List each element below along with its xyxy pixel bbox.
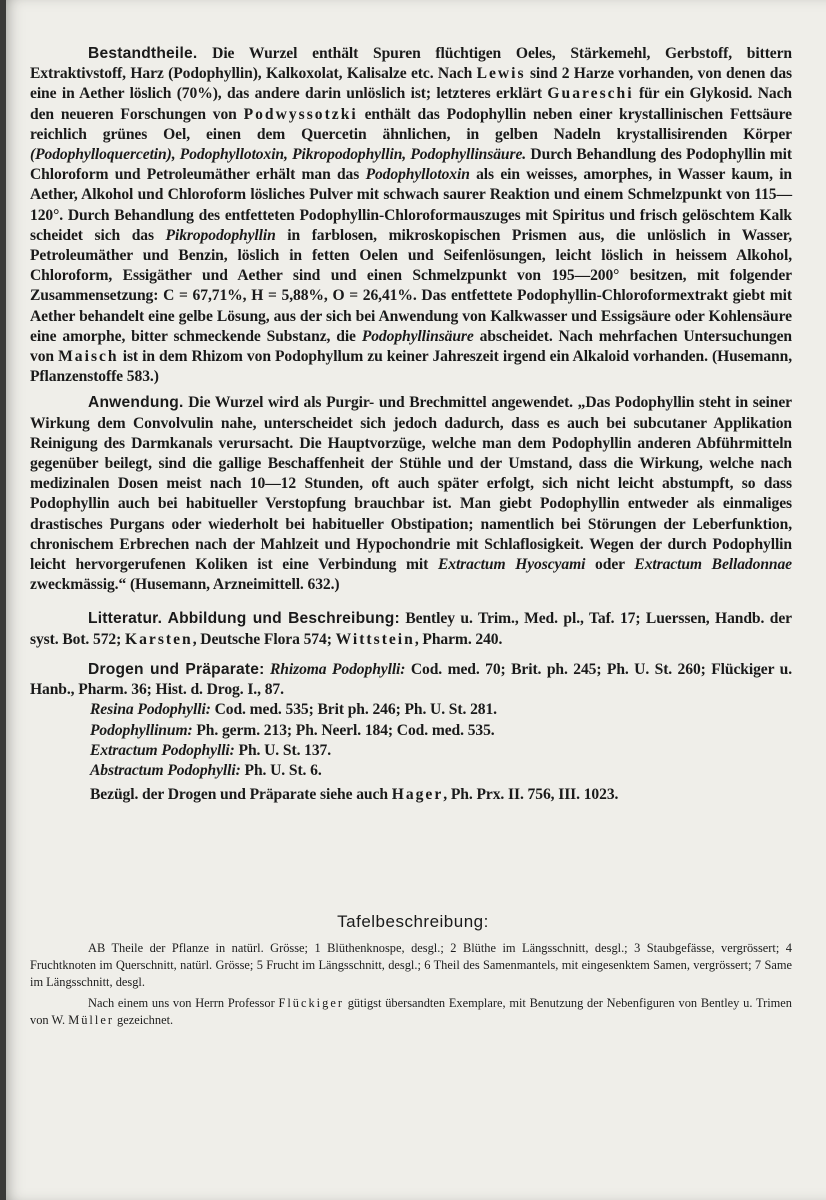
preparation-refs: Ph. germ. 213; Ph. Neerl. 184; Cod. med. 535.: [192, 721, 495, 739]
preparation-refs: Cod. med. 535; Brit ph. 246; Ph. U. St. 281.: [210, 701, 497, 719]
italic-term: Rhizoma Podophylli:: [264, 660, 406, 678]
text-run: , Arzneimittell. 632.): [206, 576, 340, 594]
subheading: Abbildung und Beschreibung:: [167, 610, 400, 628]
preparation-refs: Ph. U. St. 6.: [240, 761, 322, 779]
author-name: Müller: [68, 1013, 114, 1027]
author-name: Maisch: [58, 348, 119, 366]
author-name: Wittstein: [335, 630, 415, 648]
text-run: gütigst übersandten Exemplare, mit Benutzung der Nebenfiguren von Bentley u. Trimen von W.: [30, 996, 792, 1027]
scan-edge-shadow: [0, 0, 6, 1200]
anwendung-heading: Anwendung.: [88, 394, 184, 412]
text-run: enthält das Podophyllin neben einer krystallinischen Fettsäure reichlich grünes Oel, einen dem Quercetin ähnlichen, in gelben Nadeln krystallisirenden Körper: [30, 105, 792, 143]
tafel-figure-list: AB Theile der Pflanze in natürl. Grösse; 1 Blüthenknospe, desgl.; 2 Blüthe im Längsschnitt, desgl.; 3 Staubgefässe, vergrössert; 4 Fruchtknoten im Querschnitt, natürl. Grösse; 5 Frucht im Längsschnitt, desgl.; 6 Theil des Samenmantels, mit eingesenktem Samen, vergrössert; 7 Same im Längsschnitt, desgl.: [30, 941, 792, 989]
text-run: Bentley u. Trim., Med. pl., Taf. 17; Luerssen, Handb. der syst. Bot. 572;: [30, 610, 792, 648]
bestandtheile-paragraph: [30, 44, 792, 387]
author-name: Karsten: [125, 630, 193, 648]
anwendung-paragraph: [30, 393, 792, 595]
preparation-label: Abstractum Podophylli:: [90, 761, 241, 779]
italic-term: (Podophylloquercetin), Podophyllotoxin, Pikropodophyllin, Podophyllinsäure.: [30, 146, 527, 164]
text-run: , Pharm. 240.: [414, 630, 503, 648]
text-run: , Pflanzenstoffe 583.): [30, 348, 793, 386]
text-run: in farblosen, mikroskopischen Prismen aus, die unlöslich in Wasser, Petroleumäther und Benzin, löslich in fetten Oelen und Seifenlösungen, leicht löslich in heissem Alkohol, Chloroform, Essigäther und Aether sind und einen Schmelzpunkt von 195—200° besitzen, mit folgender Zusammensetzung: C = 67,71%, H = 5,88%, O = 26,41%. Das entfettete Podophyllin-Chloroformextrakt giebt mit Aether behandelt eine gelbe Lösung, aus der sich bei Anwendung von Kalkwasser und Essigsäure oder Kohlensäure eine amorphe, bitter schmeckende Substanz, die: [30, 226, 792, 345]
text-run: oder: [585, 556, 635, 574]
drogen-line: [30, 721, 792, 741]
drogen-paragraph: [30, 660, 792, 700]
text-run: abscheidet. Nach mehrfachen Untersuchungen von: [30, 327, 792, 366]
tafel-credit: [30, 995, 792, 1029]
preparation-refs: Ph. U. St. 137.: [234, 741, 332, 759]
text-run: als ein weisses, amorphes, in Wasser kaum, in Aether, Alkohol und Chloroform lösliches Pulver mit schwach saurer Reaktion und einem Schmelzpunkt von 115—120°. Durch Behandlung des entfetteten Podophyllin-Chloroformauszuges mit Spiritus und frisch gelöschtem Kalk scheidet sich das: [30, 166, 792, 244]
text-run: für ein Glykosid. Nach den neueren Forschungen von: [30, 85, 792, 123]
tafel-title: Tafelbeschreibung:: [337, 912, 489, 931]
tafel-description: [30, 940, 792, 1033]
litteratur-paragraph: [30, 609, 792, 649]
author-name: Lewis: [476, 65, 526, 83]
preparation-label: Podophyllinum:: [90, 721, 193, 739]
preparation-label: Extractum Podophylli:: [90, 741, 235, 759]
italic-term: Pikropodophyllin: [165, 226, 276, 244]
text-run: Durch Behandlung des Podophyllin mit Chloroform und Petroleumäther erhält man das: [30, 146, 792, 184]
drogen-line: [30, 700, 792, 720]
text-run: ist in dem Rhizom von Podophyllum zu keiner Jahreszeit irgend ein Alkaloid vorhanden. (: [118, 348, 718, 366]
litteratur-heading: Litteratur.: [88, 610, 163, 628]
author-name: Husemann: [717, 348, 789, 366]
text-run: Cod. med. 70; Brit. ph. 245; Ph. U. St. 260; Flückiger u. Hanb., Pharm. 36; Hist. d. Drog. I., 87.: [30, 660, 792, 699]
author-name: Husemann: [135, 576, 207, 594]
drogen-line: [30, 741, 792, 761]
italic-term: Podophyllotoxin: [365, 166, 470, 184]
text-run: sind 2 Harze vorhanden, von denen das eine in Aether löslich (70%), das andere darin unlöslich ist; letzteres erklärt: [30, 65, 792, 103]
text-run: Die Wurzel enthält Spuren flüchtigen Oeles, Stärkemehl, Gerbstoff, bittern Extraktivstoff, Harz (Podophyllin), Kalkoxolat, Kalisalze etc. Nach: [30, 45, 792, 83]
bestandtheile-heading: Bestandtheile.: [88, 45, 198, 62]
main-text: [30, 44, 792, 805]
text-run: Bezügl. der Drogen und Präparate siehe auch: [90, 786, 392, 804]
author-name: Guareschi: [547, 85, 634, 103]
bezugl-line: [30, 785, 792, 805]
text-run: zweckmässig.“ (: [30, 576, 136, 594]
italic-term: Extractum Hyoscyami: [437, 556, 586, 574]
drogen-line: [30, 761, 792, 781]
text-run: , Deutsche Flora 574;: [192, 630, 336, 648]
text-run: , Ph. Prx. II. 756, III. 1023.: [443, 786, 619, 804]
text-run: gezeichnet.: [113, 1013, 174, 1027]
drogen-heading: Drogen und Präparate:: [88, 660, 265, 678]
italic-term: Podophyllinsäure: [361, 327, 474, 345]
text-run: Nach einem uns von Herrn Professor: [88, 996, 279, 1010]
italic-term: Extractum Belladonnae: [634, 556, 792, 574]
author-name: Podwyssotzki: [243, 105, 358, 123]
author-name: Flückiger: [278, 996, 344, 1010]
author-name: Hager: [391, 786, 444, 804]
text-run: Die Wurzel wird als Purgir- und Brechmittel angewendet. „Das Podophyllin steht in seiner Wirkung dem Convolvulin nahe, unterscheidet sich jedoch dadurch, dass es auch bei subcutaner Applikation Reinigung des Darmkanals verursacht. Die Hauptvorzüge, welche man dem Podophyllin anderen Abführmitteln gegenüber beilegt, sind die gallige Beschaffenheit der Stühle und der Umstand, dass die Wirkung, welche nach medizinalen Dosen meist nach 10—12 Stunden, oft auch später erfolgt, sich nicht leicht abstumpft, so dass Podophyllin auch bei habitueller Verstopfung brauchbar ist. Man giebt Podophyllin entweder als einmaliges drastisches Purgans oder wiederholt bei habitueller Obstipation; namentlich bei Störungen der Leberfunktion, chronischem Erbrechen nach der Mahlzeit und Hypochondrie mit Schlaflosigkeit. Wegen der durch Podophyllin leicht hervorgerufenen Koliken ist eine Verbindung mit: [30, 394, 792, 574]
preparation-label: Resina Podophylli:: [90, 701, 211, 719]
